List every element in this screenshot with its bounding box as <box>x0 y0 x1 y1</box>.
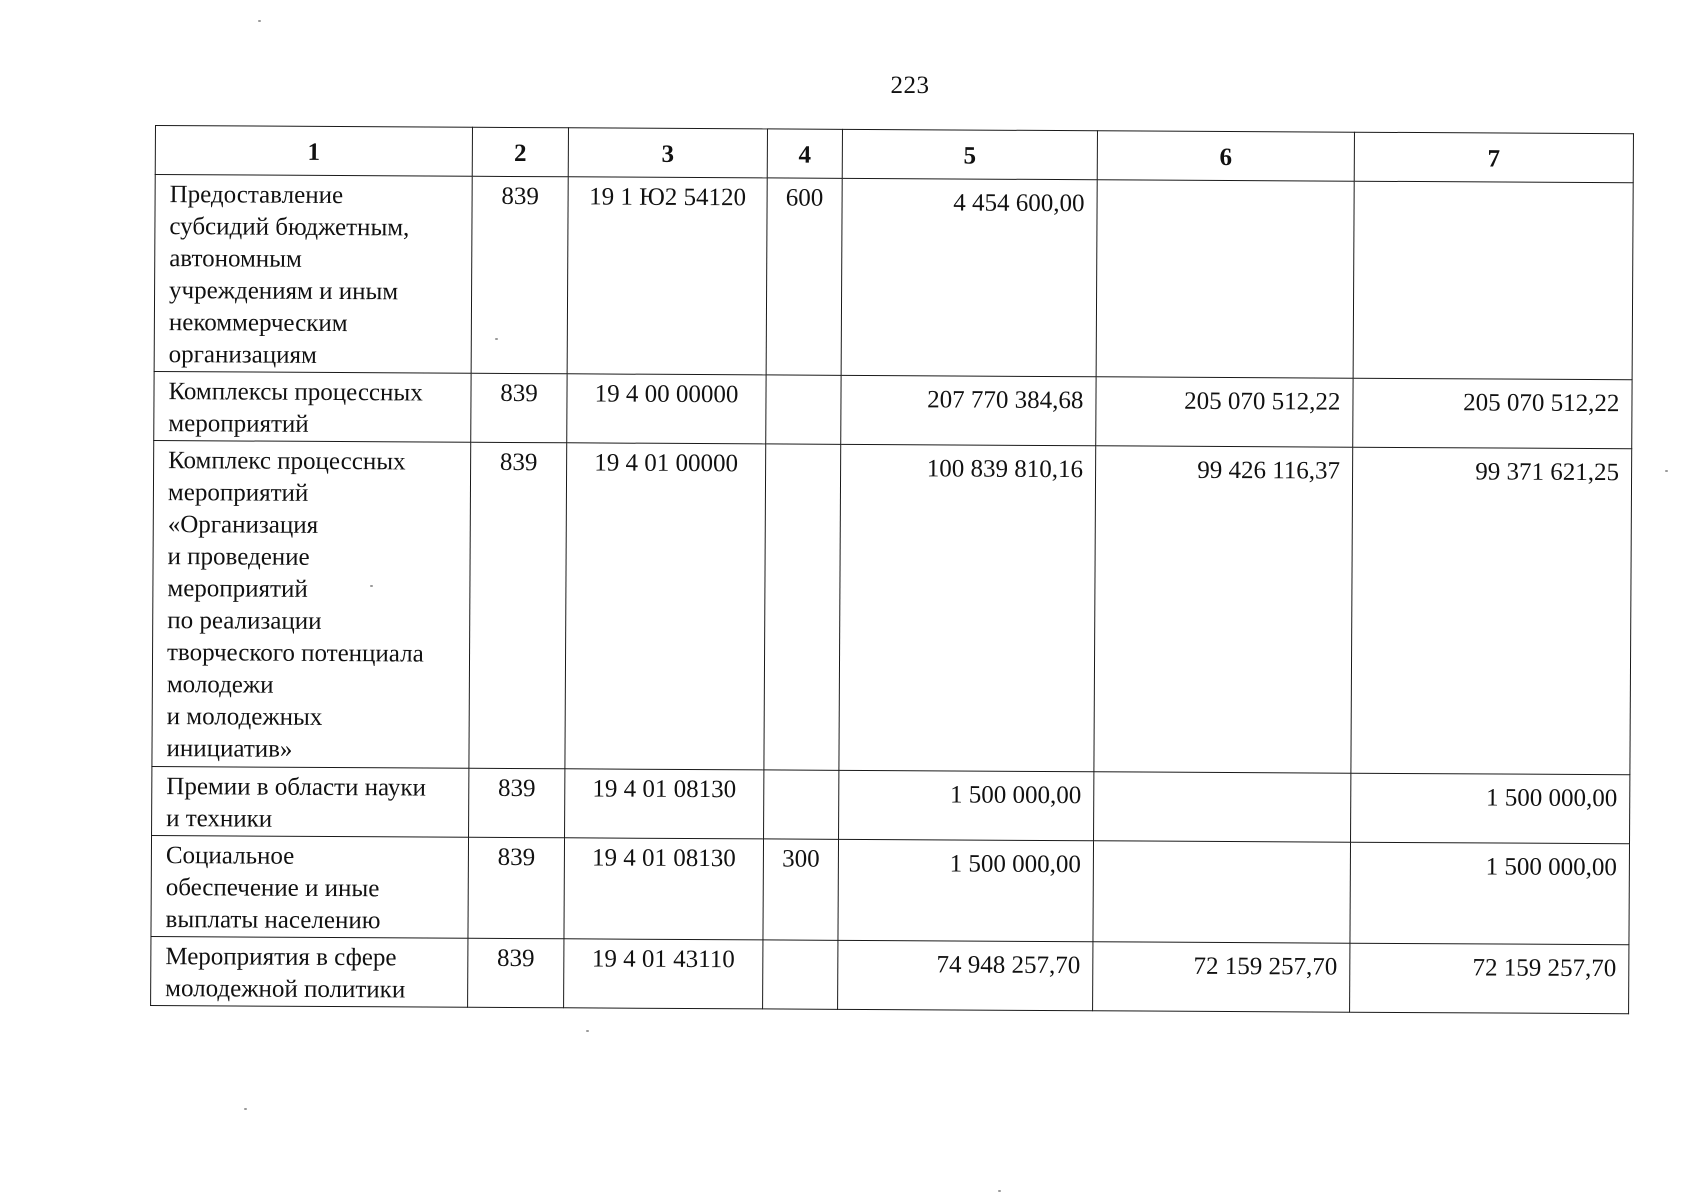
row-name-line: субсидий бюджетным, <box>169 213 410 242</box>
row-name-line: Мероприятия в сфере <box>165 943 397 972</box>
header-col-1: 1 <box>155 126 472 177</box>
row-name-cell <box>151 835 469 938</box>
row-value-6 <box>1096 180 1354 378</box>
row-expense-type <box>763 940 838 1009</box>
table-row <box>151 835 1630 944</box>
row-name-line: мероприятий <box>168 410 309 438</box>
row-name-cell <box>152 440 471 768</box>
row-name-line: Премии в области науки <box>166 773 426 802</box>
header-col-5: 5 <box>842 129 1097 179</box>
row-target-code: 19 4 00 00000 <box>567 374 766 444</box>
row-target-code: 19 1 Ю2 54120 <box>567 177 767 375</box>
row-name-cell <box>154 175 472 374</box>
header-col-6: 6 <box>1097 131 1354 181</box>
row-value-7: 1 500 000,00 <box>1350 842 1630 945</box>
row-value-7: 1 500 000,00 <box>1351 773 1630 844</box>
row-name-line: инициатив» <box>166 735 293 763</box>
row-name-line: Предоставление <box>169 181 344 210</box>
row-value-7: 99 371 621,25 <box>1351 447 1632 775</box>
row-name-cell <box>151 936 468 1007</box>
budget-table-sheet <box>150 125 1633 1014</box>
table-row <box>152 440 1632 774</box>
row-name-line: мероприятий <box>167 575 308 603</box>
header-col-4: 4 <box>767 129 842 178</box>
header-col-2: 2 <box>472 127 568 177</box>
row-expense-type: 600 <box>766 178 842 375</box>
row-value-5: 100 839 810,16 <box>839 444 1096 771</box>
table-row <box>152 766 1630 843</box>
scan-speck <box>258 20 261 22</box>
row-value-6: 205 070 512,22 <box>1096 377 1353 447</box>
table-row <box>151 936 1629 1013</box>
row-name-line: некоммерческим <box>168 309 348 338</box>
row-name-line: Социальное <box>165 842 295 870</box>
row-value-5: 1 500 000,00 <box>839 770 1094 840</box>
table-row <box>154 175 1633 380</box>
row-name-line: «Организация <box>167 511 319 539</box>
table-row <box>154 371 1632 448</box>
row-value-5: 74 948 257,70 <box>838 940 1093 1010</box>
row-name-line: учреждениям и иным <box>169 277 399 306</box>
scan-speck <box>1665 470 1668 472</box>
row-value-7: 72 159 257,70 <box>1350 943 1629 1014</box>
scan-speck <box>370 585 373 587</box>
row-name-line: обеспечение и иные <box>165 874 380 903</box>
row-name-line: молодежной политики <box>165 975 406 1004</box>
row-name-line: молодежи <box>166 671 274 699</box>
row-expense-type <box>766 375 841 444</box>
row-value-5: 4 454 600,00 <box>841 178 1097 376</box>
row-target-code: 19 4 01 00000 <box>565 443 766 770</box>
row-name-line: организациям <box>168 341 317 369</box>
row-value-7 <box>1353 181 1633 380</box>
row-expense-type <box>764 444 841 770</box>
header-row <box>155 126 1633 183</box>
row-value-5: 207 770 384,68 <box>841 375 1096 445</box>
scan-speck <box>244 1108 247 1110</box>
row-name-cell <box>152 766 469 837</box>
row-name-line: выплаты населению <box>165 906 381 935</box>
row-name-line: и проведение <box>167 543 310 571</box>
row-name-cell <box>154 371 471 442</box>
row-value-7: 205 070 512,22 <box>1353 378 1632 449</box>
row-name-line: и техники <box>166 805 273 833</box>
header-col-7: 7 <box>1354 132 1633 183</box>
page-number: 223 <box>890 72 930 99</box>
row-admin-code: 839 <box>471 373 567 443</box>
row-admin-code: 839 <box>469 442 567 769</box>
row-name-line: мероприятий <box>167 479 309 507</box>
row-value-6 <box>1094 772 1351 842</box>
row-admin-code: 839 <box>471 176 568 374</box>
row-expense-type <box>764 770 839 839</box>
row-admin-code: 839 <box>468 837 565 939</box>
row-name-line: автономным <box>169 245 302 273</box>
row-target-code: 19 4 01 08130 <box>564 838 764 940</box>
row-admin-code: 839 <box>468 938 564 1008</box>
budget-table <box>150 125 1634 1014</box>
row-name-line: Комплекс процессных <box>168 447 406 476</box>
scan-speck <box>586 1030 589 1032</box>
scan-speck <box>998 1190 1001 1192</box>
row-value-6: 99 426 116,37 <box>1094 446 1353 773</box>
row-target-code: 19 4 01 08130 <box>565 769 764 839</box>
row-value-5: 1 500 000,00 <box>838 839 1094 941</box>
row-name-line: по реализации <box>167 607 322 635</box>
row-value-6: 72 159 257,70 <box>1093 942 1350 1012</box>
row-name-line: и молодежных <box>166 703 323 731</box>
scan-speck <box>495 338 498 340</box>
row-name-line: творческого потенциала <box>166 639 424 668</box>
row-expense-type: 300 <box>763 839 839 940</box>
header-col-3: 3 <box>568 128 767 178</box>
row-value-6 <box>1093 841 1351 943</box>
row-admin-code: 839 <box>469 768 565 838</box>
row-target-code: 19 4 01 43110 <box>564 939 763 1009</box>
row-name-line: Комплексы процессных <box>168 378 423 407</box>
